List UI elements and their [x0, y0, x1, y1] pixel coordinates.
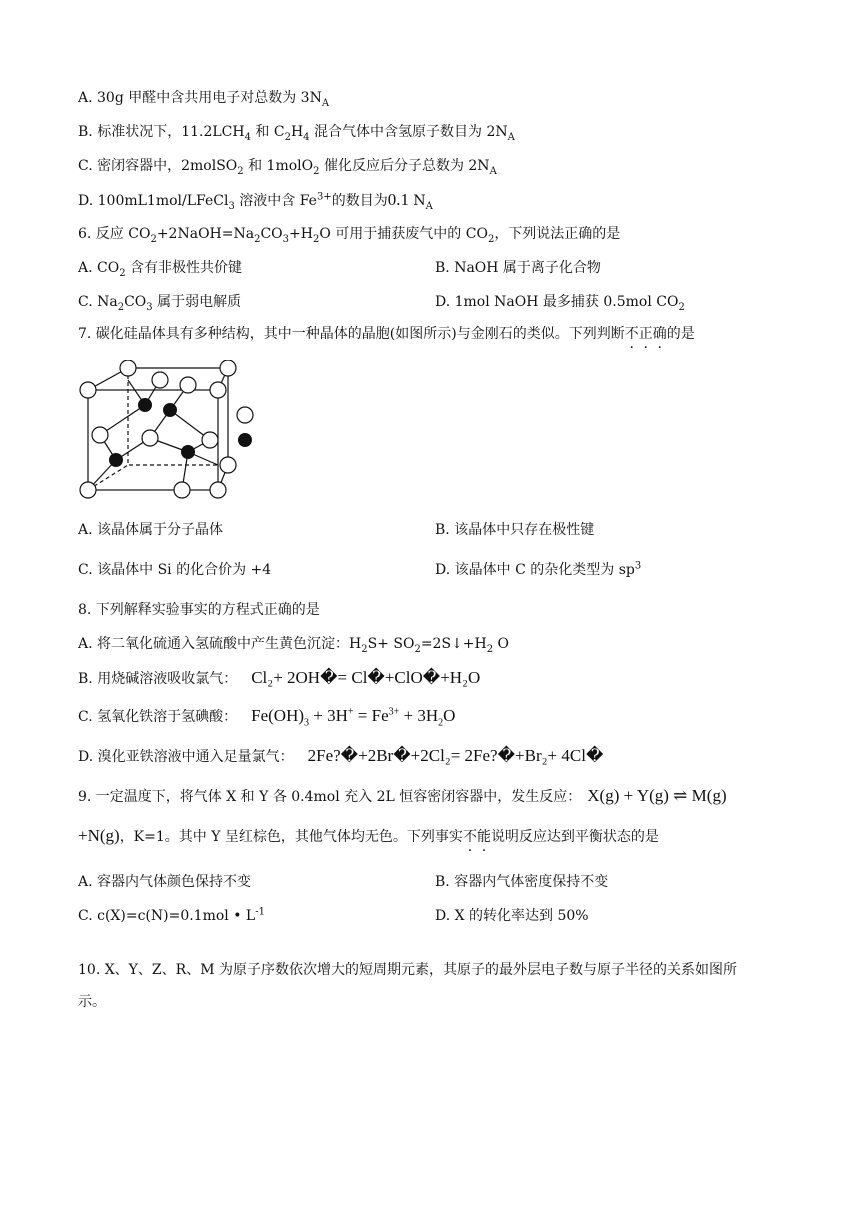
- si-atom: [220, 457, 236, 473]
- q7-stem: 7. 碳化硅晶体具有多种结构，其中一种晶体的晶胞(如图所示)与金刚石的类似。下列判断不正确的是: [78, 326, 695, 342]
- q9-option-a: A. 容器内气体颜色保持不变: [78, 874, 252, 890]
- q8-option-c: C. 氢氧化铁溶于氢碘酸： $Fe(OH)_3 + 3H^+ = Fe^{3+} + 3H_2O$: [78, 706, 456, 729]
- si-atom: [80, 382, 96, 398]
- q5-option-b: B. 标准状况下，$11.2LCH_4$ 和 $C_2H_4$ 混合气体中含氢原子数目为 $2N_A$: [78, 124, 515, 143]
- sic-unit-cell-figure: [70, 360, 270, 505]
- q9-stem-2: +N(g)，K=1。其中 Y 呈红棕色，其他气体均无色。下列事实不能说明反应达到平衡状态的是: [78, 826, 659, 845]
- q7-option-d: D. 该晶体中 C 的杂化类型为 $sp^3$: [435, 560, 642, 578]
- si-atom: [152, 372, 168, 388]
- q5-option-a: A. 30g 甲醛中含共用电子对总数为 $3N_A$: [78, 90, 330, 109]
- q9-stem-1: 9. 一定温度下，将气体 X 和 Y 各 0.4mol 充入 2L 恒容密闭容器中，发生反应： X(g) + Y(g) ⇌ M(g): [78, 786, 727, 805]
- q6-option-a: A. $CO_2$ 含有非极性共价键: [78, 260, 243, 279]
- q5-option-c: C. 密闭容器中，2molSO$_2$ 和 1molO$_2$ 催化反应后分子总数为 $2N_A$: [78, 158, 497, 177]
- q7-option-b: B. 该晶体中只存在极性键: [435, 522, 595, 538]
- si-atom: [202, 432, 218, 448]
- si-atom: [174, 482, 190, 498]
- c-atom: [163, 403, 177, 417]
- q9-option-c: C. c(X)=c(N)=0.1mol • $L^{-1}$: [78, 906, 265, 924]
- q6-option-d: D. 1mol NaOH 最多捕获 0.5mol $CO_2$: [435, 294, 685, 313]
- q8-stem: 8. 下列解释实验事实的方程式正确的是: [78, 602, 320, 618]
- c-atom: [181, 445, 195, 459]
- si-atom: [210, 382, 226, 398]
- legend-c-atom: [238, 433, 252, 447]
- q9-option-b: B. 容器内气体密度保持不变: [435, 874, 609, 890]
- si-atom: [120, 360, 136, 376]
- q10-stem-1: 10. X、Y、Z、R、M 为原子序数依次增大的短周期元素，其原子的最外层电子数与原子半径的关系如图所: [78, 962, 737, 978]
- legend-si-atom: [237, 407, 253, 423]
- si-atom: [92, 427, 108, 443]
- q8-option-a: A. 将二氧化硫通入氢硫酸中产生黄色沉淀：$H_2S+$ $SO_2=2S↓+H_2$ O: [78, 636, 510, 655]
- si-atom: [80, 482, 96, 498]
- c-atom: [138, 398, 152, 412]
- q9-option-d: D. X 的转化率达到 50%: [435, 908, 589, 924]
- q6-stem: 6. 反应 $CO_2+2NaOH=Na_2CO_3+H_2O$ 可用于捕获废气中的 $CO_2$，下列说法正确的是: [78, 226, 621, 245]
- c-atom: [109, 453, 123, 467]
- si-atom: [210, 482, 226, 498]
- q8-option-d: D. 溴化亚铁溶液中通入足量氯气： 2Fe?�+2Br�+2Cl₂= 2Fe?�+Br₂+ 4Cl�: [78, 746, 604, 765]
- si-atom: [142, 430, 158, 446]
- q8-option-b: B. 用烧碱溶液吸收氯气： Cl₂+ 2OH�= Cl�+ClO�+H₂O: [78, 668, 481, 687]
- q7-option-a: A. 该晶体属于分子晶体: [78, 522, 224, 538]
- q6-option-c: C. $Na_2CO_3$ 属于弱电解质: [78, 294, 242, 313]
- q10-stem-2: 示。: [78, 994, 106, 1010]
- q5-option-d: D. 100mL1mol/LFeCl$_3$ 溶液中含 $Fe^{3+}$的数目为0.1 $N_A$: [78, 190, 433, 212]
- si-atom: [220, 360, 236, 376]
- q6-option-b: B. NaOH 属于离子化合物: [435, 260, 601, 276]
- si-atom: [180, 377, 196, 393]
- q7-option-c: C. 该晶体中 Si 的化合价为 +4: [78, 562, 272, 578]
